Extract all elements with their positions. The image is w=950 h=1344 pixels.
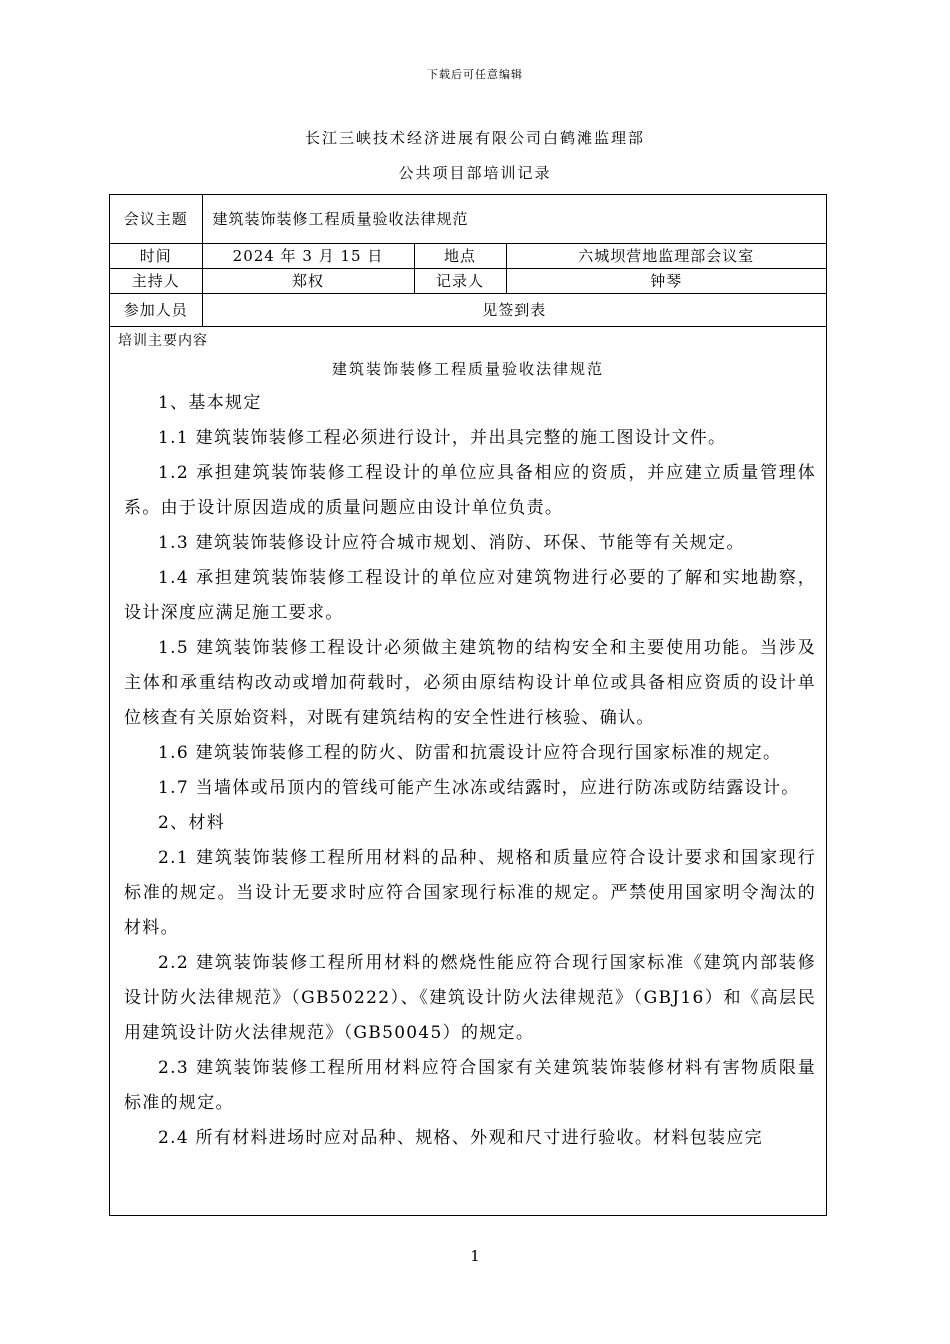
time-place-row bbox=[110, 243, 826, 268]
recorder-label: 记录人 bbox=[414, 268, 506, 293]
document-title: 公共项目部培训记录 bbox=[398, 164, 552, 182]
record-frame bbox=[109, 194, 827, 1216]
recorder-value: 钟琴 bbox=[506, 268, 826, 293]
organization-title: 长江三峡技术经济进展有限公司白鹤滩监理部 bbox=[304, 129, 645, 147]
host-recorder-row bbox=[110, 268, 826, 293]
paragraph: 1.2 承担建筑装饰装修工程设计的单位应具备相应的资质，并应建立质量管理体系。由于设计原因造成的质量问题应由设计单位负责。 bbox=[124, 462, 816, 518]
paragraph: 1.7 当墙体或吊顶内的管线可能产生冰冻或结露时，应进行防冻或防结露设计。 bbox=[158, 777, 800, 798]
topic-row bbox=[110, 195, 826, 243]
attendees-value: 见签到表 bbox=[202, 293, 826, 326]
paragraph: 2.4 所有材料进场时应对品种、规格、外观和尺寸进行验收。材料包装应完 bbox=[158, 1127, 763, 1148]
paragraph: 2.1 建筑装饰装修工程所用材料的品种、规格和质量应符合设计要求和国家现行标准的规定。当设计无要求时应符合国家现行标准的规定。严禁使用国家明令淘汰的材料。 bbox=[124, 847, 816, 938]
paragraph: 1.1 建筑装饰装修工程必须进行设计，并出具完整的施工图设计文件。 bbox=[158, 427, 727, 448]
meeting-info-table bbox=[110, 195, 826, 327]
attendees-label: 参加人员 bbox=[110, 293, 202, 326]
time-label: 时间 bbox=[110, 243, 202, 268]
training-content bbox=[110, 327, 826, 1156]
paragraph: 1.5 建筑装饰装修工程设计必须做主建筑物的结构安全和主要使用功能。当涉及主体和承重结构改动或增加荷载时，必须由原结构设计单位或具备相应资质的设计单位核查有关原始资料，对既有建筑结构的安全性进行核验、确认。 bbox=[124, 637, 816, 728]
host-value: 郑权 bbox=[202, 268, 414, 293]
place-label: 地点 bbox=[414, 243, 506, 268]
place-value: 六城坝营地监理部会议室 bbox=[506, 243, 826, 268]
page-number: 1 bbox=[470, 1247, 480, 1265]
paragraph: 1、基本规定 bbox=[158, 392, 262, 413]
content-label: 培训主要内容 bbox=[118, 332, 208, 349]
topic-label: 会议主题 bbox=[110, 195, 202, 243]
header-note: 下载后可任意编辑 bbox=[427, 68, 523, 81]
paragraph: 2.3 建筑装饰装修工程所用材料应符合国家有关建筑装饰装修材料有害物质限量标准的规定。 bbox=[124, 1057, 816, 1113]
paragraph: 1.3 建筑装饰装修设计应符合城市规划、消防、环保、节能等有关规定。 bbox=[158, 532, 745, 553]
paragraph: 1.6 建筑装饰装修工程的防火、防雷和抗震设计应符合现行国家标准的规定。 bbox=[158, 742, 782, 763]
paragraph: 2.2 建筑装饰装修工程所用材料的燃烧性能应符合现行国家标准《建筑内部装修设计防火法律规范》（GB50222）、《建筑设计防火法律规范》（GBJ16）和《高层民用建筑设计防火法律规范》（GB50045）的规定。 bbox=[124, 952, 816, 1043]
paragraph: 1.4 承担建筑装饰装修工程设计的单位应对建筑物进行必要的了解和实地勘察，设计深度应满足施工要求。 bbox=[124, 567, 816, 623]
paragraph: 2、材料 bbox=[158, 812, 226, 833]
time-value: 2024 年 3 月 15 日 bbox=[202, 243, 414, 268]
content-title: 建筑装饰装修工程质量验收法律规范 bbox=[331, 359, 604, 378]
host-label: 主持人 bbox=[110, 268, 202, 293]
attendees-row bbox=[110, 293, 826, 326]
topic-value: 建筑装饰装修工程质量验收法律规范 bbox=[202, 195, 826, 243]
content-body bbox=[110, 386, 826, 1156]
